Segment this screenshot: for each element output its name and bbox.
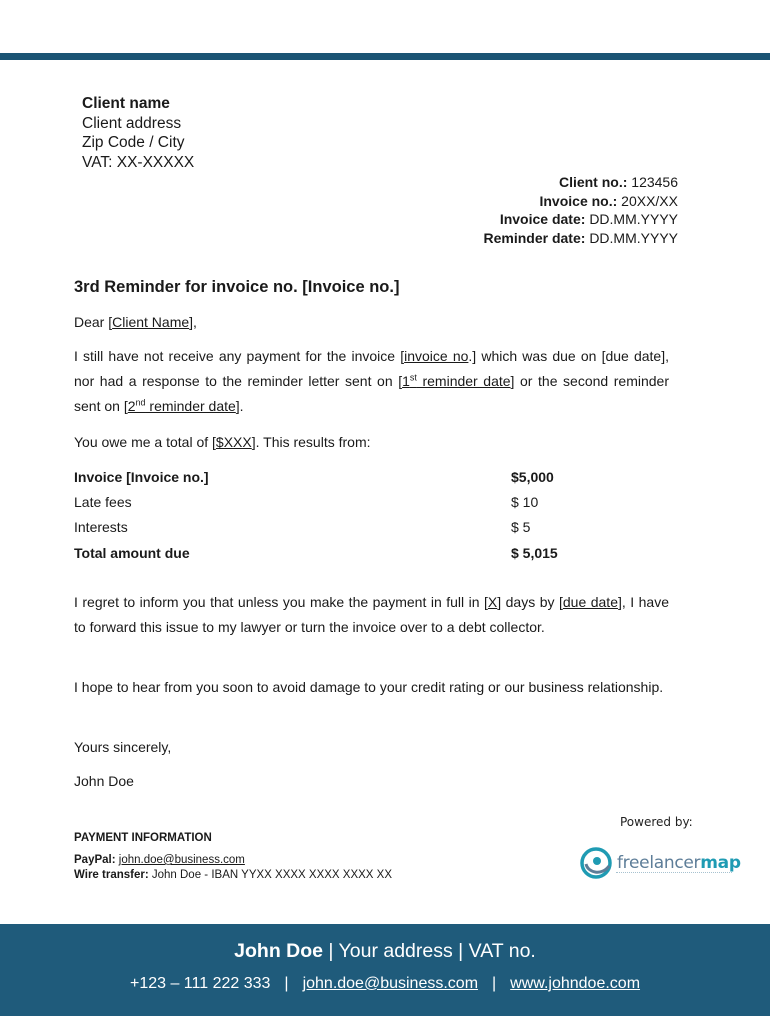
header-accent-bar (0, 53, 770, 60)
invoice-meta-block (484, 173, 679, 247)
logo-word-freelancer: freelancer (617, 853, 701, 873)
p1-first-reminder-placeholder (402, 373, 510, 389)
amount-value: $ 5 (511, 519, 531, 536)
footer-phone: +123 – 111 222 333 (129, 975, 271, 992)
logo-word-map: map (700, 853, 741, 873)
closing: Yours sincerely, (74, 739, 172, 755)
footer-bar (0, 924, 770, 1016)
client-no-label: Client no.: (558, 174, 628, 190)
amount-label: Interests (74, 519, 128, 536)
amount-row-late-fees (74, 489, 674, 514)
footer-name: John Doe (234, 940, 323, 962)
salutation-client-name: Client Name (112, 314, 190, 330)
invoice-no-row (484, 192, 679, 211)
client-vat: VAT: XX-XXXXX (82, 153, 195, 171)
p1-second-sup: nd (135, 397, 146, 408)
invoice-no-label: Invoice no.: (539, 192, 618, 209)
salutation-suffix: ], (189, 314, 197, 330)
footer-separator: | (492, 975, 497, 992)
amount-value: $ 5,015 (511, 544, 558, 561)
payment-heading: PAYMENT INFORMATION (74, 832, 212, 844)
logo-wordmark (617, 853, 741, 873)
salutation (74, 310, 669, 335)
invoice-date-row (484, 210, 679, 229)
payment-information (74, 832, 392, 882)
p1-second-num: 2 (127, 398, 136, 414)
p1-first-num: 1 (402, 373, 410, 389)
powered-by-label: Powered by: (620, 815, 693, 829)
client-zip-city: Zip Code / City (82, 134, 185, 151)
amount-row-interests (74, 515, 674, 540)
paragraph-final-warning (74, 590, 669, 640)
total-prefix: You owe me a total of [ (74, 434, 216, 450)
p1-text-2: .] which was due on [due date], nor had a response to the reminder letter sent on [ (74, 348, 670, 389)
freelancermap-logo (580, 846, 741, 880)
wire-transfer-label: Wire transfer: (74, 868, 149, 881)
p2-text-3: ], I have to forward this issue to my lawyer or turn the invoice over to a debt collector. (74, 594, 670, 635)
wire-transfer-row (74, 868, 392, 883)
salutation-prefix: Dear [ (74, 314, 113, 330)
invoice-date-value: DD.MM.YYYY (589, 211, 678, 227)
total-suffix: ]. This results from: (251, 434, 371, 450)
letter-subject: 3rd Reminder for invoice no. [Invoice no.] (74, 278, 400, 296)
client-address-block (82, 94, 194, 172)
p2-due-date-placeholder: due date (562, 594, 618, 610)
paragraph-hope: I hope to hear from you soon to avoid damage to your credit rating or our business relationship. (74, 679, 664, 695)
footer-website-link[interactable]: www.johndoe.com (510, 975, 641, 992)
client-no-row (484, 173, 679, 192)
total-owed-line (74, 430, 669, 455)
reminder-date-label: Reminder date: (483, 229, 586, 246)
footer-line-1 (0, 940, 770, 963)
amount-label: Total amount due (74, 544, 190, 561)
amount-label: Invoice [Invoice no.] (74, 468, 209, 485)
client-name: Client name (82, 95, 170, 112)
p1-first-text: reminder date (416, 373, 511, 389)
amount-row-total (74, 540, 674, 565)
p1-text-1: I still have not receive any payment for the invoice [ (74, 348, 405, 364)
signature-name: John Doe (74, 773, 134, 789)
paypal-row (74, 853, 392, 868)
freelancermap-logo-icon (580, 846, 614, 880)
paragraph-payment-overdue (74, 344, 669, 419)
paypal-email-link[interactable]: john.doe@business.com (118, 854, 245, 866)
wire-transfer-value: John Doe - IBAN YYXX XXXX XXXX XXXX XX (151, 868, 392, 881)
amount-label: Late fees (74, 493, 132, 510)
total-amount-placeholder: $XXX (215, 434, 252, 450)
p1-text-4: ]. (235, 398, 244, 414)
p2-days-placeholder: X (487, 594, 498, 610)
logo-tagline-dots (616, 872, 732, 875)
paypal-label: PayPal: (74, 854, 116, 866)
invoice-date-label: Invoice date: (499, 211, 586, 227)
amount-value: $ 10 (511, 493, 539, 510)
p1-second-text: reminder date (145, 398, 236, 414)
p1-first-sup: st (409, 372, 417, 383)
client-address: Client address (82, 114, 182, 132)
footer-separator: | (284, 975, 289, 992)
footer-email-link[interactable]: john.doe@business.com (302, 975, 479, 992)
footer-address-vat: | Your address | VAT no. (323, 940, 536, 962)
footer-line-2 (0, 975, 770, 993)
p2-text-1: I regret to inform you that unless you make the payment in full in [ (74, 594, 488, 610)
amount-row-invoice (74, 464, 674, 489)
reminder-date-row (484, 229, 679, 248)
p1-invoice-no-placeholder: invoice no (404, 348, 469, 364)
amounts-table (74, 464, 674, 565)
p1-text-3: ] or the second reminder sent on [ (74, 373, 670, 414)
p2-text-2: ] days by [ (497, 594, 563, 610)
reminder-date-value: DD.MM.YYYY (589, 229, 678, 246)
p1-second-reminder-placeholder (128, 398, 236, 414)
client-no-value: 123456 (631, 174, 678, 190)
invoice-no-value: 20XX/XX (621, 192, 678, 209)
amount-value: $5,000 (511, 468, 554, 485)
